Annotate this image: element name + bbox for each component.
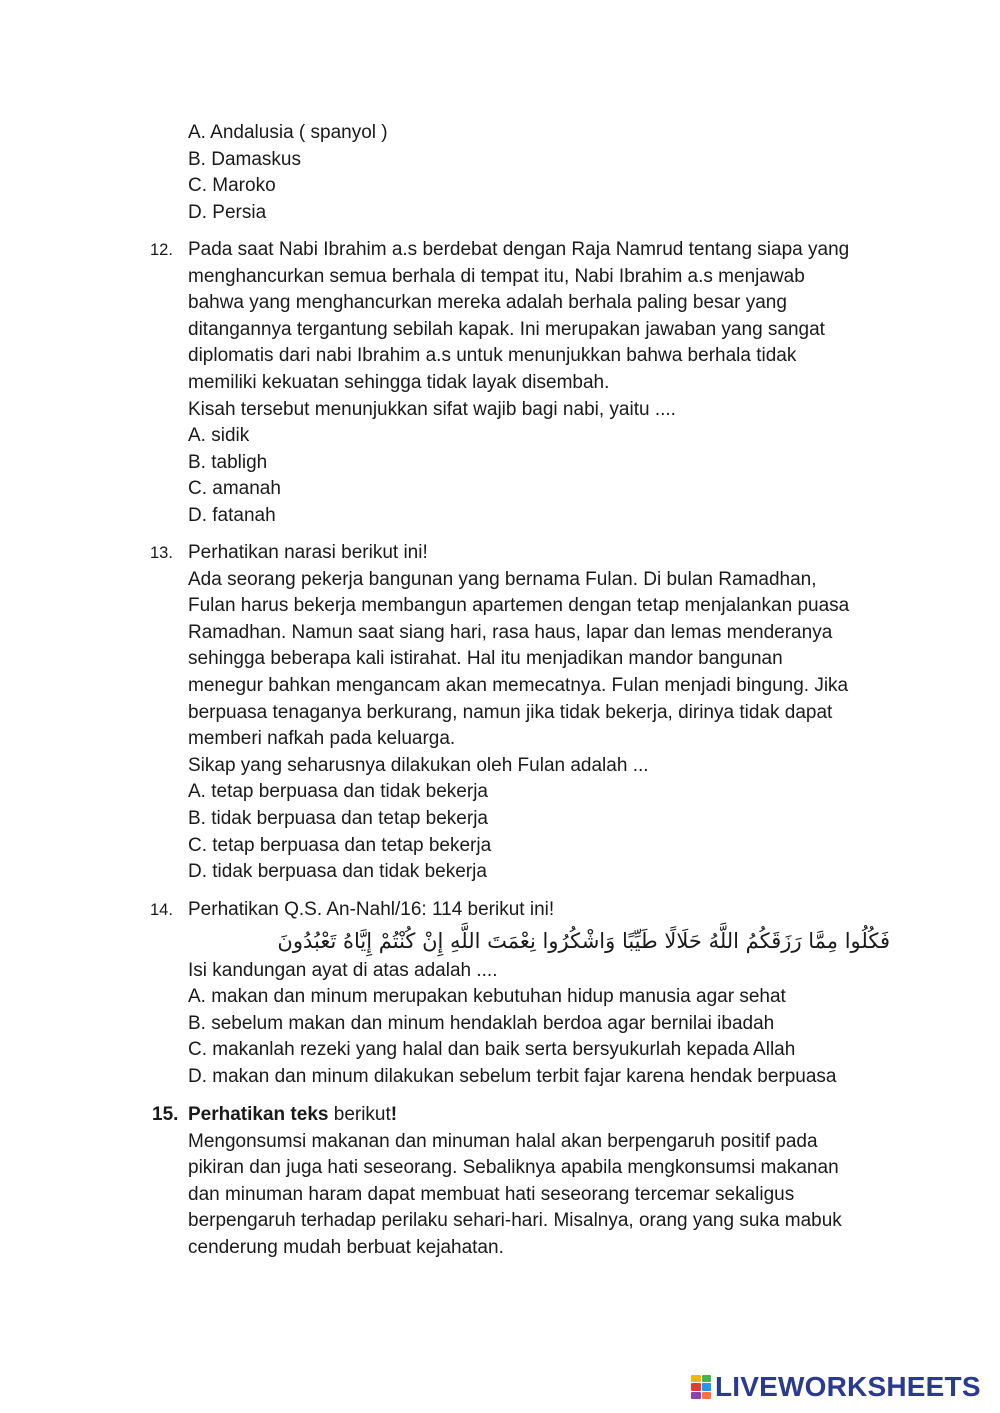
q15-line-1: Mengonsumsi makanan dan minuman halal akan berpengaruh positif pada xyxy=(188,1130,818,1152)
q12-option-c[interactable]: C. amanah xyxy=(188,478,281,500)
liveworksheets-brand[interactable] xyxy=(691,1372,981,1402)
q14-question: Isi kandungan ayat di atas adalah .... xyxy=(188,959,498,981)
logo-block xyxy=(691,1392,701,1399)
q12-option-b[interactable]: B. tabligh xyxy=(188,451,268,473)
q12-line-5: diplomatis dari nabi Ibrahim a.s untuk menunjukkan bahwa berhala tidak xyxy=(188,345,797,367)
question-15 xyxy=(150,1102,880,1262)
q13-option-b[interactable]: B. tidak berpuasa dan tetap bekerja xyxy=(188,807,488,829)
question-13 xyxy=(150,540,880,886)
q13-question: Sikap yang seharusnya dilakukan oleh Fulan adalah ... xyxy=(188,754,649,776)
question-number: 12. xyxy=(150,241,173,259)
logo-block xyxy=(702,1375,712,1382)
q14-intro: Perhatikan Q.S. An-Nahl/16: 114 berikut ini! xyxy=(188,899,555,920)
q15-title xyxy=(188,1102,880,1129)
question-number: 14. xyxy=(150,901,173,919)
logo-block xyxy=(691,1383,701,1390)
q14-option-b[interactable]: B. sebelum makan dan minum hendaklah berdoa agar bernilai ibadah xyxy=(188,1012,775,1034)
q15-line-4: berpengaruh terhadap perilaku sehari-hari. Misalnya, orang yang suka mabuk xyxy=(188,1210,842,1232)
q13-line-5: menegur bahkan mengancam akan memecatnya. Fulan menjadi bingung. Jika xyxy=(188,674,849,696)
q15-title-mark: ! xyxy=(390,1104,398,1125)
logo-block xyxy=(702,1383,712,1390)
q13-line-3: Ramadhan. Namun saat siang hari, rasa haus, lapar dan lemas menderanya xyxy=(188,621,833,643)
q13-option-a[interactable]: A. tetap berpuasa dan tidak bekerja xyxy=(188,781,488,803)
q12-line-2: menghancurkan semua berhala di tempat itu, Nabi Ibrahim a.s menjawab xyxy=(188,265,805,287)
question-number: 15. xyxy=(152,1104,179,1125)
q12-line-4: ditangannya tergantung sebilah kapak. Ini merupakan jawaban yang sangat xyxy=(188,318,825,340)
question-12 xyxy=(150,237,880,530)
q11-options xyxy=(188,120,388,226)
q12-question: Kisah tersebut menunjukkan sifat wajib bagi nabi, yaitu .... xyxy=(188,398,676,420)
q14-option-c[interactable]: C. makanlah rezeki yang halal dan baik serta bersyukurlah kepada Allah xyxy=(188,1039,796,1061)
brand-name: LIVEWORKSHEETS xyxy=(715,1371,981,1402)
q12-line-3: bahwa yang menghancurkan mereka adalah berhala paling besar yang xyxy=(188,292,787,314)
q12-option-a[interactable]: A. sidik xyxy=(188,425,250,447)
q14-option-d[interactable]: D. makan dan minum dilakukan sebelum terbit fajar karena hendak berpuasa xyxy=(188,1065,837,1087)
q13-option-c[interactable]: C. tetap berpuasa dan tetap bekerja xyxy=(188,834,492,856)
q11-option-d[interactable]: D. Persia xyxy=(188,201,267,223)
logo-block xyxy=(691,1375,701,1382)
q11-option-b[interactable]: B. Damaskus xyxy=(188,148,301,170)
q15-title-normal: berikut xyxy=(333,1104,391,1125)
question-14 xyxy=(150,897,890,1091)
q13-option-d[interactable]: D. tidak berpuasa dan tidak bekerja xyxy=(188,861,487,883)
question-number: 13. xyxy=(150,544,173,562)
q15-line-5: cenderung mudah berbuat kejahatan. xyxy=(188,1236,504,1258)
q15-line-2: pikiran dan juga hati seseorang. Sebaliknya apabila mengkonsumsi makanan xyxy=(188,1157,839,1179)
q13-line-7: memberi nafkah pada keluarga. xyxy=(188,728,456,750)
q13-line-2: Fulan harus bekerja membangun apartemen dengan tetap menjalankan puasa xyxy=(188,595,850,617)
q12-line-6: memiliki kekuatan sehingga tidak layak disembah. xyxy=(188,371,610,393)
q11-option-a[interactable]: A. Andalusia ( spanyol ) xyxy=(188,122,388,143)
q12-line-1: Pada saat Nabi Ibrahim a.s berdebat dengan Raja Namrud tentang siapa yang xyxy=(188,239,850,260)
liveworksheets-logo-icon xyxy=(691,1375,711,1399)
q12-option-d[interactable]: D. fatanah xyxy=(188,504,276,526)
q11-option-c[interactable]: C. Maroko xyxy=(188,175,276,197)
q13-line-4: sehingga beberapa kali istirahat. Hal itu menjadikan mandor bangunan xyxy=(188,648,783,670)
logo-block xyxy=(702,1392,712,1399)
q13-line-1: Ada seorang pekerja bangunan yang bernama Fulan. Di bulan Ramadhan, xyxy=(188,568,817,590)
q15-line-3: dan minuman haram dapat membuat hati seseorang tercemar sekaligus xyxy=(188,1183,795,1205)
q15-title-bold: Perhatikan teks xyxy=(188,1104,329,1125)
q13-line-6: berpuasa tenaganya berkurang, namun jika tidak bekerja, dirinya tidak dapat xyxy=(188,701,833,723)
q13-intro: Perhatikan narasi berikut ini! xyxy=(188,542,428,563)
q14-arabic-verse: فَكُلُوا مِمَّا رَزَقَكُمُ اللَّهُ حَلَالًا طَيِّبًا وَاشْكُرُوا نِعْمَتَ اللَّهِ إِنْ كُنْتُمْ إِيَّاهُ تَعْبُدُونَ xyxy=(277,928,890,953)
q14-option-a[interactable]: A. makan dan minum merupakan kebutuhan hidup manusia agar sehat xyxy=(188,986,786,1008)
